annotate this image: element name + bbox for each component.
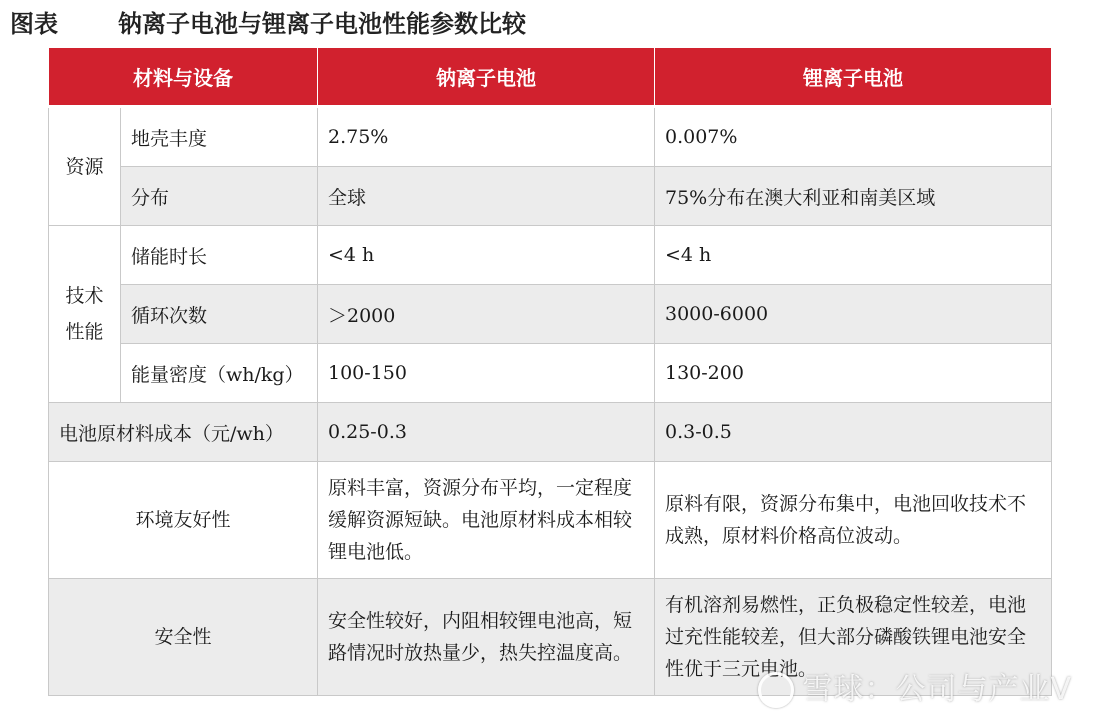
header-materials: 材料与设备 <box>49 48 318 107</box>
row-label-material-cost: 电池原材料成本（元/wh） <box>49 403 318 462</box>
table-row <box>49 107 1052 167</box>
table-header-row <box>49 48 1052 107</box>
cell-sodium-safety: 安全性较好，内阻相较锂电池高，短路情况时放热量少，热失控温度高。 <box>318 579 655 696</box>
cell-lithium-storage-time: <4 h <box>655 226 1052 285</box>
row-label-distribution: 分布 <box>121 167 318 226</box>
watermark <box>758 664 1072 709</box>
table-row <box>49 403 1052 462</box>
cell-sodium-storage-time: <4 h <box>318 226 655 285</box>
group-tech-performance <box>49 226 121 403</box>
group-resource: 资源 <box>49 107 121 226</box>
row-label-environment: 环境友好性 <box>49 462 318 579</box>
table-row <box>49 344 1052 403</box>
figure-title <box>10 6 526 42</box>
row-label-abundance: 地壳丰度 <box>121 107 318 167</box>
cell-sodium-environment: 原料丰富，资源分布平均，一定程度缓解资源短缺。电池原材料成本相较锂电池低。 <box>318 462 655 579</box>
cell-lithium-cycles: 3000-6000 <box>655 285 1052 344</box>
comparison-table <box>48 47 1052 696</box>
table-row <box>49 285 1052 344</box>
cell-lithium-material-cost: 0.3-0.5 <box>655 403 1052 462</box>
table-row <box>49 462 1052 579</box>
cell-sodium-distribution: 全球 <box>318 167 655 226</box>
cell-lithium-safety: 有机溶剂易燃性，正负极稳定性较差，电池过充性能较差，但大部分磷酸铁锂电池安全性优于三元电池。 <box>655 579 1052 696</box>
cell-lithium-environment: 原料有限，资源分布集中，电池回收技术不成熟，原材料价格高位波动。 <box>655 462 1052 579</box>
row-label-cycles: 循环次数 <box>121 285 318 344</box>
figure-label: 图表 <box>10 10 58 38</box>
snowball-logo-icon <box>758 672 794 708</box>
cell-lithium-abundance: 0.007% <box>655 107 1052 167</box>
cell-lithium-distribution: 75%分布在澳大利亚和南美区域 <box>655 167 1052 226</box>
table-row <box>49 226 1052 285</box>
cell-sodium-cycles: ＞2000 <box>318 285 655 344</box>
cell-sodium-material-cost: 0.25-0.3 <box>318 403 655 462</box>
row-label-safety: 安全性 <box>49 579 318 696</box>
cell-lithium-energy-density: 130-200 <box>655 344 1052 403</box>
cell-sodium-abundance: 2.75% <box>318 107 655 167</box>
group-tech-line2: 性能 <box>65 321 104 343</box>
header-lithium: 锂离子电池 <box>655 48 1052 107</box>
row-label-storage-time: 储能时长 <box>121 226 318 285</box>
header-sodium: 钠离子电池 <box>318 48 655 107</box>
cell-sodium-energy-density: 100-150 <box>318 344 655 403</box>
group-tech-line1: 技术 <box>65 285 104 307</box>
figure-title-text: 钠离子电池与锂离子电池性能参数比较 <box>118 10 526 38</box>
table-row <box>49 167 1052 226</box>
row-label-energy-density: 能量密度（wh/kg） <box>121 344 318 403</box>
watermark-text: 雪球：公司与产业V <box>802 671 1072 707</box>
